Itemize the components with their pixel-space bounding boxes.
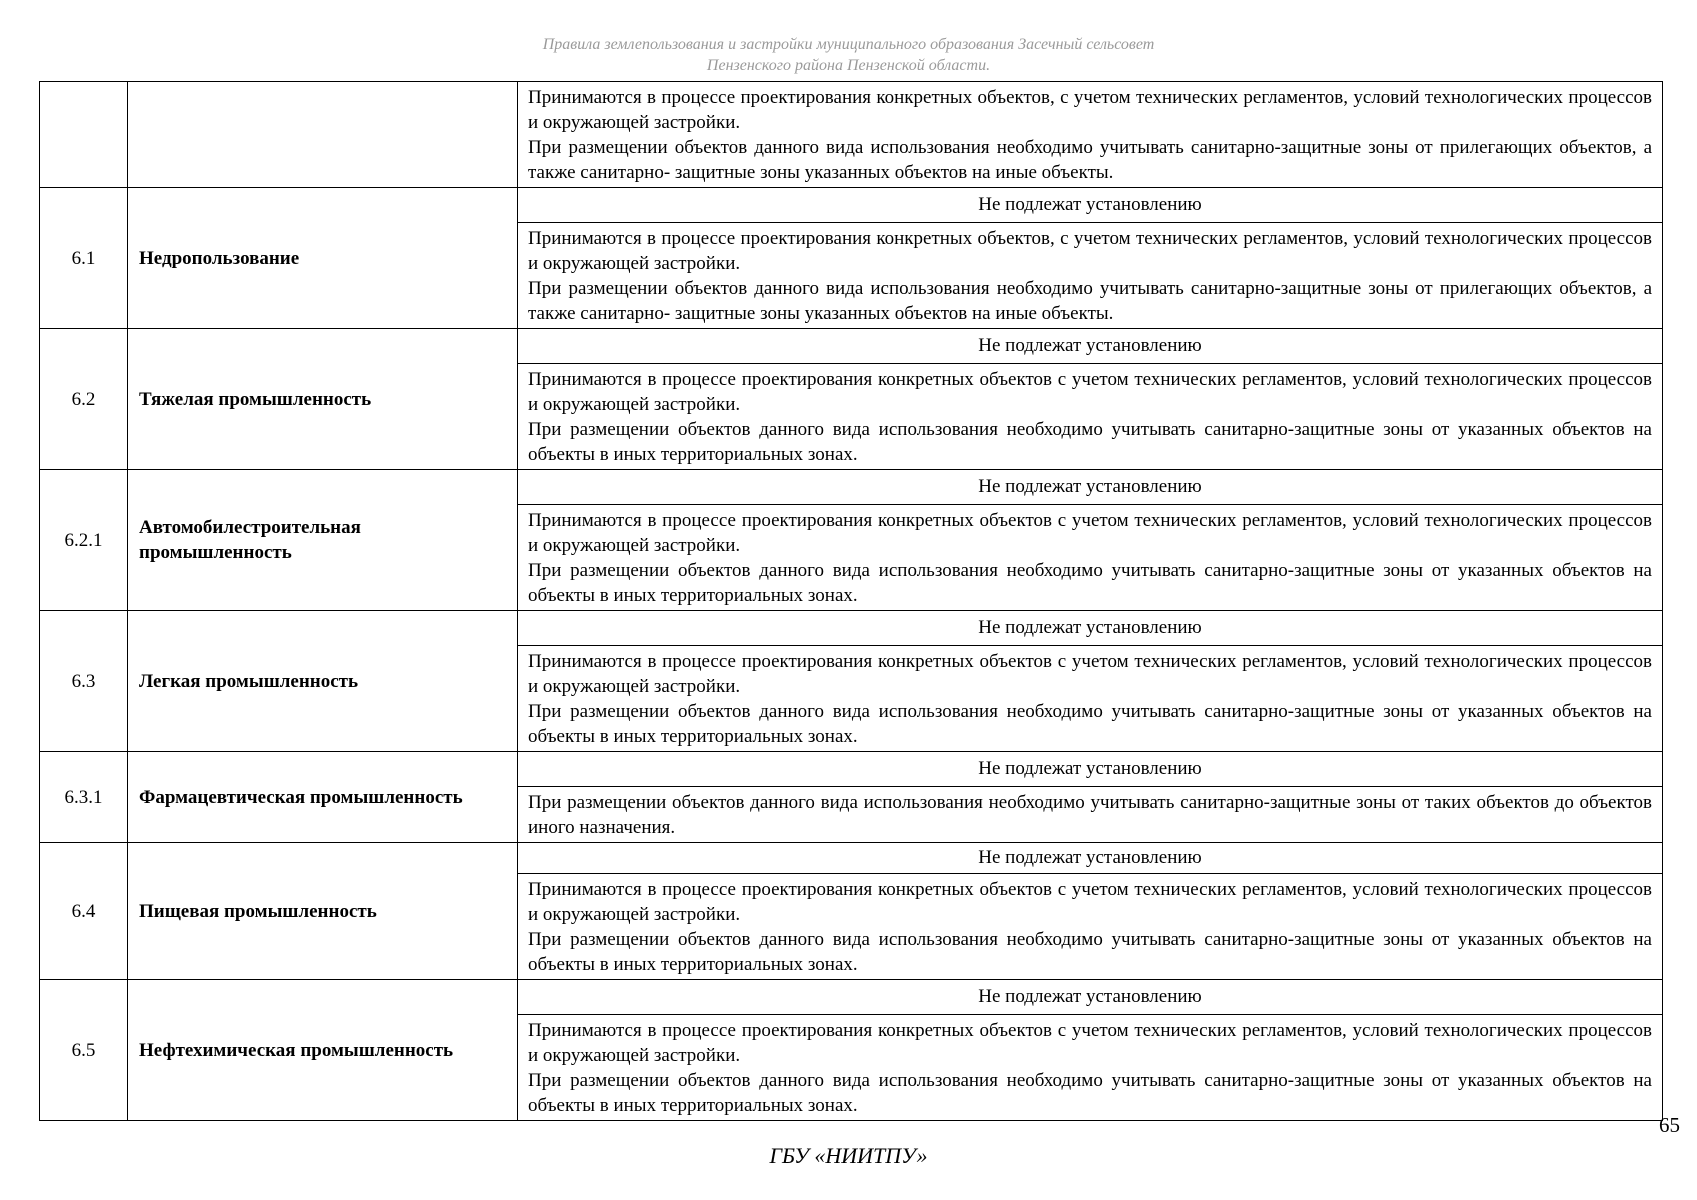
params-text <box>518 646 1662 751</box>
row-name: Недропользование <box>128 188 518 329</box>
row-params <box>518 611 1663 752</box>
row-code: 6.5 <box>40 980 128 1121</box>
row-code: 6.1 <box>40 188 128 329</box>
not-established-line: Не подлежат установлению <box>518 188 1662 223</box>
row-name <box>128 82 518 188</box>
row-code: 6.4 <box>40 843 128 980</box>
header-line-1: Правила землепользования и застройки муниципального образования Засечный сельсовет <box>542 36 1155 53</box>
table-row <box>40 752 1663 843</box>
table-row <box>40 470 1663 611</box>
table-row <box>40 980 1663 1121</box>
table-row <box>40 188 1663 329</box>
row-params <box>518 843 1663 980</box>
accepted-text: Принимаются в процессе проектирования конкретных объектов с учетом технических регламентов, условий технологических процессов и окружающей застройки. <box>528 651 1652 697</box>
not-established-line: Не подлежат установлению <box>518 329 1662 364</box>
row-name: Фармацевтическая промышленность <box>128 752 518 843</box>
row-name: Легкая промышленность <box>128 611 518 752</box>
table-row <box>40 82 1663 188</box>
row-params <box>518 82 1663 188</box>
not-established-line: Не подлежат установлению <box>518 980 1662 1015</box>
accepted-text: Принимаются в процессе проектирования конкретных объектов с учетом технических регламентов, условий технологических процессов и окружающей застройки. <box>528 1020 1652 1066</box>
header-line-2: Пензенского района Пензенской области. <box>706 57 991 74</box>
sanitary-text: При размещении объектов данного вида использования необходимо учитывать санитарно-защитные зоны от прилегающих объектов, а также санитарно- защитные зоны указанных объектов на иные объекты. <box>528 278 1652 324</box>
row-params <box>518 188 1663 329</box>
accepted-text: Принимаются в процессе проектирования конкретных объектов с учетом технических регламентов, условий технологических процессов и окружающей застройки. <box>528 879 1652 925</box>
page-number: 65 <box>1659 1113 1680 1137</box>
sanitary-text: При размещении объектов данного вида использования необходимо учитывать санитарно-защитные зоны от прилегающих объектов, а также санитарно- защитные зоны указанных объектов на иные объекты. <box>528 137 1652 183</box>
running-header <box>0 35 1697 77</box>
row-code <box>40 82 128 188</box>
footer-organization: ГБУ «НИИТПУ» <box>769 1143 928 1168</box>
row-name: Нефтехимическая промышленность <box>128 980 518 1121</box>
sanitary-text: При размещении объектов данного вида использования необходимо учитывать санитарно-защитные зоны от указанных объектов на объекты в иных территориальных зонах. <box>528 560 1652 606</box>
row-name: Пищевая промышленность <box>128 843 518 980</box>
not-established-line: Не подлежат установлению <box>518 752 1662 787</box>
accepted-text: Принимаются в процессе проектирования конкретных объектов с учетом технических регламентов, условий технологических процессов и окружающей застройки. <box>528 369 1652 415</box>
row-code: 6.3.1 <box>40 752 128 843</box>
sanitary-text: При размещении объектов данного вида использования необходимо учитывать санитарно-защитные зоны от указанных объектов на объекты в иных территориальных зонах. <box>528 419 1652 465</box>
params-text <box>518 505 1662 610</box>
params-text <box>518 1015 1662 1120</box>
row-code: 6.2 <box>40 329 128 470</box>
sanitary-text: При размещении объектов данного вида использования необходимо учитывать санитарно-защитные зоны от указанных объектов на объекты в иных территориальных зонах. <box>528 929 1652 975</box>
land-use-regulations-table <box>39 81 1663 1121</box>
sanitary-text: При размещении объектов данного вида использования необходимо учитывать санитарно-защитные зоны от указанных объектов на объекты в иных территориальных зонах. <box>528 1070 1652 1116</box>
table-row <box>40 843 1663 980</box>
not-established-line: Не подлежат установлению <box>518 470 1662 505</box>
accepted-text: Принимаются в процессе проектирования конкретных объектов, с учетом технических регламентов, условий технологических процессов и окружающей застройки. <box>528 87 1652 133</box>
table-row <box>40 329 1663 470</box>
params-text <box>518 82 1662 187</box>
row-params <box>518 329 1663 470</box>
params-text <box>518 223 1662 328</box>
not-established-line: Не подлежат установлению <box>518 611 1662 646</box>
row-name: Автомобилестроительная промышленность <box>128 470 518 611</box>
params-text <box>518 787 1662 842</box>
accepted-text: Принимаются в процессе проектирования конкретных объектов, с учетом технических регламентов, условий технологических процессов и окружающей застройки. <box>528 228 1652 274</box>
row-params <box>518 980 1663 1121</box>
row-code: 6.2.1 <box>40 470 128 611</box>
sanitary-text: При размещении объектов данного вида использования необходимо учитывать санитарно-защитные зоны от указанных объектов на объекты в иных территориальных зонах. <box>528 701 1652 747</box>
params-text <box>518 874 1662 979</box>
row-name: Тяжелая промышленность <box>128 329 518 470</box>
row-code: 6.3 <box>40 611 128 752</box>
not-established-line: Не подлежат установлению <box>518 843 1662 874</box>
params-text <box>518 364 1662 469</box>
row-params <box>518 752 1663 843</box>
sanitary-text: При размещении объектов данного вида использования необходимо учитывать санитарно-защитные зоны от таких объектов до объектов иного назначения. <box>528 792 1652 838</box>
table-row <box>40 611 1663 752</box>
accepted-text: Принимаются в процессе проектирования конкретных объектов с учетом технических регламентов, условий технологических процессов и окружающей застройки. <box>528 510 1652 556</box>
row-params <box>518 470 1663 611</box>
